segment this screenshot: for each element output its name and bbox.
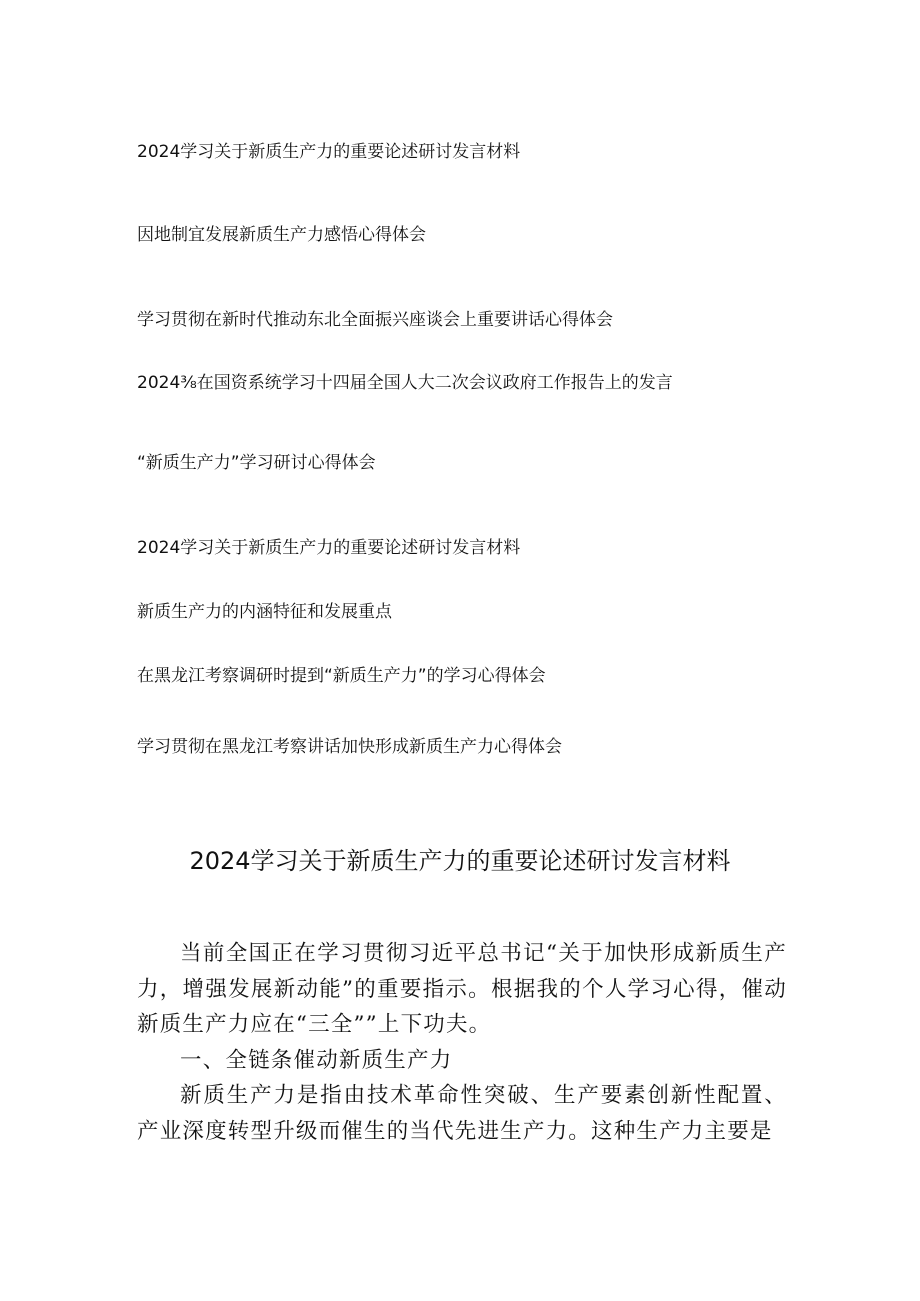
toc-item: 学习贯彻在新时代推动东北全面振兴座谈会上重要讲话心得体会 xyxy=(137,310,613,330)
toc-item: 学习贯彻在黑龙江考察讲话加快形成新质生产力心得体会 xyxy=(137,737,562,757)
toc-item: 2024学习关于新质生产力的重要论述研讨发言材料 xyxy=(137,142,521,162)
body-paragraph: 当前全国正在学习贯彻习近平总书记“关于加快形成新质生产力，增强发展新动能”的重要指示。根据我的个人学习心得，催动新质生产力应在“三全””上下功夫。 xyxy=(137,941,787,1037)
toc-item: 因地制宜发展新质生产力感悟心得体会 xyxy=(137,225,426,245)
body-paragraph: 新质生产力是指由技术革命性突破、生产要素创新性配置、产业深度转型升级而催生的当代先进生产力。这种生产力主要是 xyxy=(137,1083,787,1144)
section-heading: 一、全链条催动新质生产力 xyxy=(180,1047,453,1073)
toc-item: “新质生产力”学习研讨心得体会 xyxy=(137,453,376,473)
toc-item: 2024学习关于新质生产力的重要论述研讨发言材料 xyxy=(137,538,521,558)
toc-item: 新质生产力的内涵特征和发展重点 xyxy=(137,602,392,622)
document-title: 2024学习关于新质生产力的重要论述研讨发言材料 xyxy=(189,847,731,875)
document-body xyxy=(137,936,787,1149)
toc-item: 在黑龙江考察调研时提到“新质生产力”的学习心得体会 xyxy=(137,666,546,686)
toc-item: 2024⅜在国资系统学习十四届全国人大二次会议政府工作报告上的发言 xyxy=(137,373,673,393)
